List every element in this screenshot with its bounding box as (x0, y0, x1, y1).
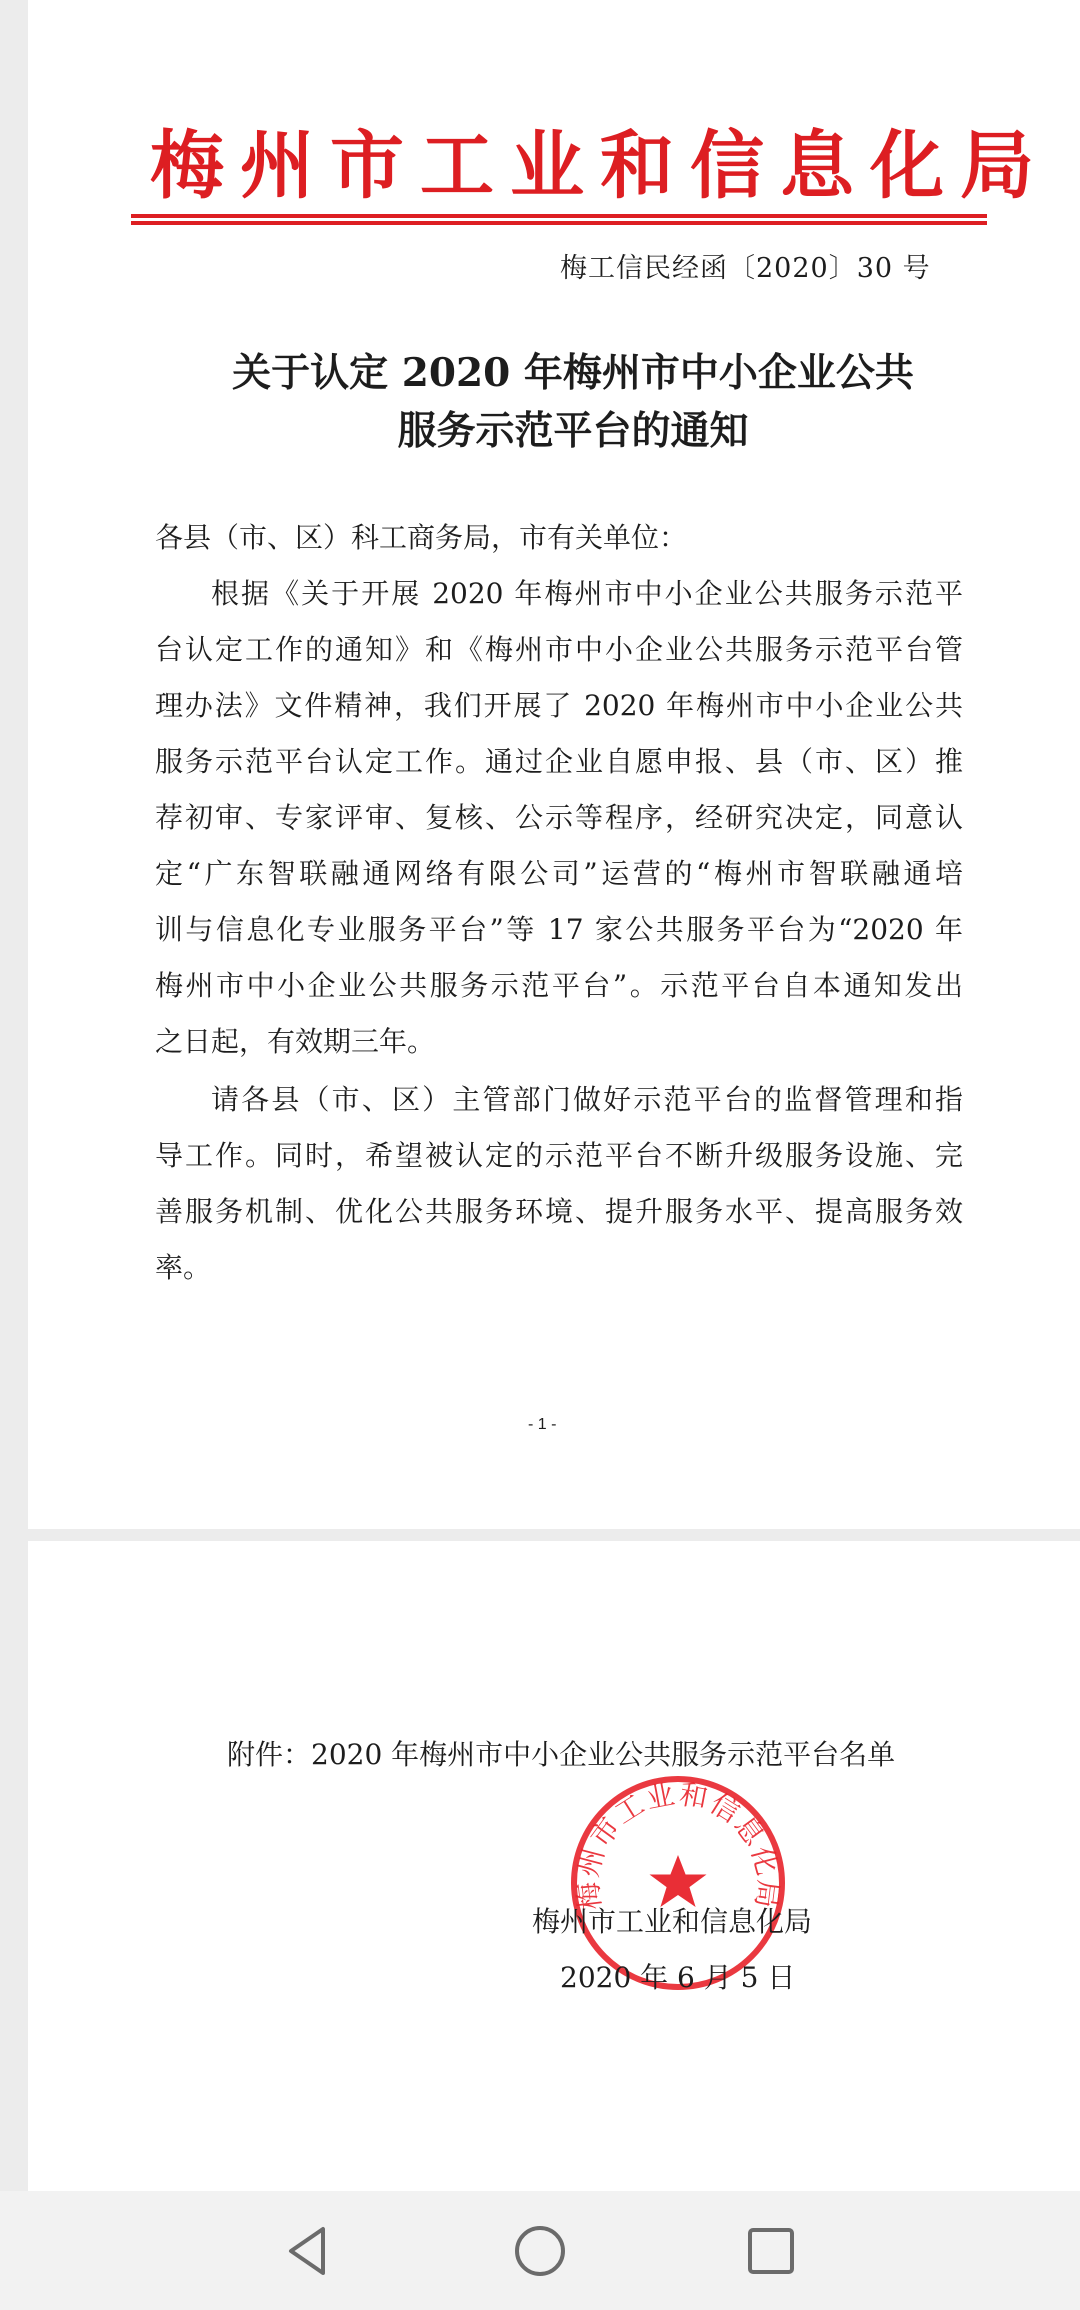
body-line: 服务示范平台认定工作。通过企业自愿申报、县（市、区）推 (155, 745, 963, 778)
letterhead-agency-name: 梅州市工业和信息化局 (150, 123, 1050, 209)
attachment-line: 附件：2020 年梅州市中小企业公共服务示范平台名单 (227, 1738, 896, 1771)
document-number: 梅工信民经函〔2020〕30 号 (560, 253, 931, 284)
body-line: 善服务机制、优化公共服务环境、提升服务水平、提高服务效 (155, 1195, 963, 1228)
back-triangle-icon (279, 2221, 339, 2281)
back-button[interactable] (279, 2221, 339, 2281)
body-line: 训与信息化专业服务平台”等 17 家公共服务平台为“2020 年 (155, 913, 963, 946)
recent-apps-button[interactable] (741, 2221, 801, 2281)
body-line: 根据《关于开展 2020 年梅州市中小企业公共服务示范平 (211, 577, 963, 610)
body-line: 荐初审、专家评审、复核、公示等程序，经研究决定，同意认 (155, 801, 963, 834)
body-line: 请各县（市、区）主管部门做好示范平台的监督管理和指 (211, 1083, 963, 1116)
letterhead-red-rule-secondary (131, 221, 987, 225)
body-line: 梅州市中小企业公共服务示范平台”。示范平台自本通知发出 (155, 969, 963, 1002)
notice-title-line-1: 关于认定 2020 年梅州市中小企业公共 (232, 350, 914, 396)
seal-text: 梅州市工业和信息化局 (570, 1777, 786, 1912)
page-number: - 1 - (528, 1416, 557, 1433)
seal-star-icon (650, 1855, 707, 1907)
letterhead-red-rule (131, 214, 987, 218)
home-button[interactable] (510, 2221, 570, 2281)
body-line: 理办法》文件精神，我们开展了 2020 年梅州市中小企业公共 (155, 689, 963, 722)
notice-title-line-2: 服务示范平台的通知 (397, 408, 749, 454)
body-line: 台认定工作的通知》和《梅州市中小企业公共服务示范平台管 (155, 633, 963, 666)
signature-date: 2020 年 6 月 5 日 (560, 1961, 796, 1994)
salutation: 各县（市、区）科工商务局，市有关单位： (155, 521, 688, 554)
system-navigation-bar (0, 2191, 1080, 2310)
body-line: 率。 (155, 1251, 212, 1284)
body-line: 定“广东智联融通网络有限公司”运营的“梅州市智联融通培 (155, 857, 963, 890)
document-page-2 (28, 1541, 1080, 2191)
home-circle-icon (510, 2221, 570, 2281)
body-line: 导工作。同时，希望被认定的示范平台不断升级服务设施、完 (155, 1139, 963, 1172)
recent-square-icon (741, 2221, 801, 2281)
signature-organization: 梅州市工业和信息化局 (532, 1905, 813, 1938)
body-line: 之日起，有效期三年。 (155, 1025, 436, 1058)
